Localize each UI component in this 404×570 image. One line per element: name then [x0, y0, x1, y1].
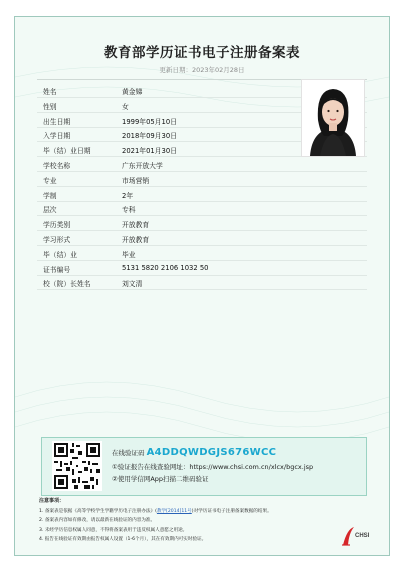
field-value: 开放教育: [122, 236, 150, 244]
field-label: 学制: [43, 191, 57, 200]
note-text: 1. 备案表是依据《高等学校学生学籍学历电子注册办法》(: [39, 508, 157, 514]
field-value: 广东开放大学: [122, 162, 163, 170]
verification-app-line: ②使用学信网App扫描二维码验证: [112, 475, 209, 483]
field-value: 女: [122, 102, 129, 111]
chsi-wordmark: CHSI: [355, 533, 370, 539]
note-item: 4. 报告在线验证有效期由报告权属人设置（1-6个月），其在有效期内可实时验证。: [39, 537, 207, 542]
table-row: [37, 173, 367, 187]
field-value: 2021年01月30日: [122, 147, 177, 156]
registration-sheet: [14, 16, 390, 556]
field-value: 刘文清: [122, 280, 143, 289]
table-row: [37, 202, 367, 216]
field-label: 入学日期: [43, 132, 71, 141]
table-row: [37, 217, 367, 231]
note-item: [39, 507, 339, 517]
table-row: [37, 188, 367, 202]
field-label: 专业: [43, 176, 57, 185]
field-value: 专科: [122, 206, 136, 215]
field-value: 开放教育: [122, 221, 150, 230]
verification-code-line: [112, 447, 276, 458]
field-label: 证书编号: [43, 265, 71, 274]
verification-code-label: 在线验证码: [112, 449, 145, 457]
field-label: 层次: [43, 206, 57, 215]
qr-code[interactable]: [52, 441, 102, 491]
note-item: 3. 未经学历信息权属人同意，不得将备案表用于违反权属人意愿之用途。: [39, 527, 188, 533]
field-label: 性别: [43, 102, 57, 111]
field-value: 2018年09月30日: [122, 132, 177, 141]
field-label: 校（院）长姓名: [43, 280, 91, 289]
field-value: 毕业: [122, 250, 136, 259]
field-value: 5131 5820 2106 1032 50: [122, 263, 209, 272]
verification-url-line[interactable]: ①验证报告在线查验网址：https://www.chsi.com.cn/xlcx/bgcx.jsp: [112, 463, 314, 471]
field-value: 市场营销: [122, 176, 150, 185]
document-title: 教育部学历证书电子注册备案表: [104, 45, 300, 61]
table-row: [37, 247, 367, 261]
field-label: 姓名: [43, 88, 57, 96]
regulation-link[interactable]: 教学[2014]11号: [156, 508, 192, 514]
field-label: 毕（结）业: [43, 250, 77, 259]
field-label: 学历类别: [43, 221, 71, 230]
table-row: [37, 158, 367, 172]
verification-code[interactable]: A4DDQWDGJS676WCC: [146, 447, 277, 458]
update-date: 更新日期：2023年02月28日: [159, 66, 245, 74]
notes-title: 注意事项：: [39, 498, 65, 504]
field-value: 1999年05月10日: [122, 117, 177, 126]
chsi-logo: [341, 525, 381, 547]
field-label: 学习形式: [43, 236, 71, 244]
field-label: 学校名称: [43, 162, 71, 170]
field-value: 2年: [122, 191, 134, 200]
table-row: [37, 232, 367, 246]
student-photo: [301, 79, 365, 157]
field-label: 毕（结）业日期: [43, 147, 91, 156]
table-row: [37, 276, 367, 290]
field-value: 黄金娣: [122, 88, 143, 96]
notes-section: [39, 497, 339, 545]
note-text: )对学历证书电子注册备案数据的结果。: [191, 508, 272, 514]
field-label: 出生日期: [43, 117, 71, 126]
verification-panel: [41, 437, 367, 496]
chsi-mark-icon: [341, 525, 355, 547]
note-item: 2. 备案表内容如有修改，请以最新在线验证的内容为准。: [39, 518, 156, 523]
table-row: [37, 262, 367, 276]
